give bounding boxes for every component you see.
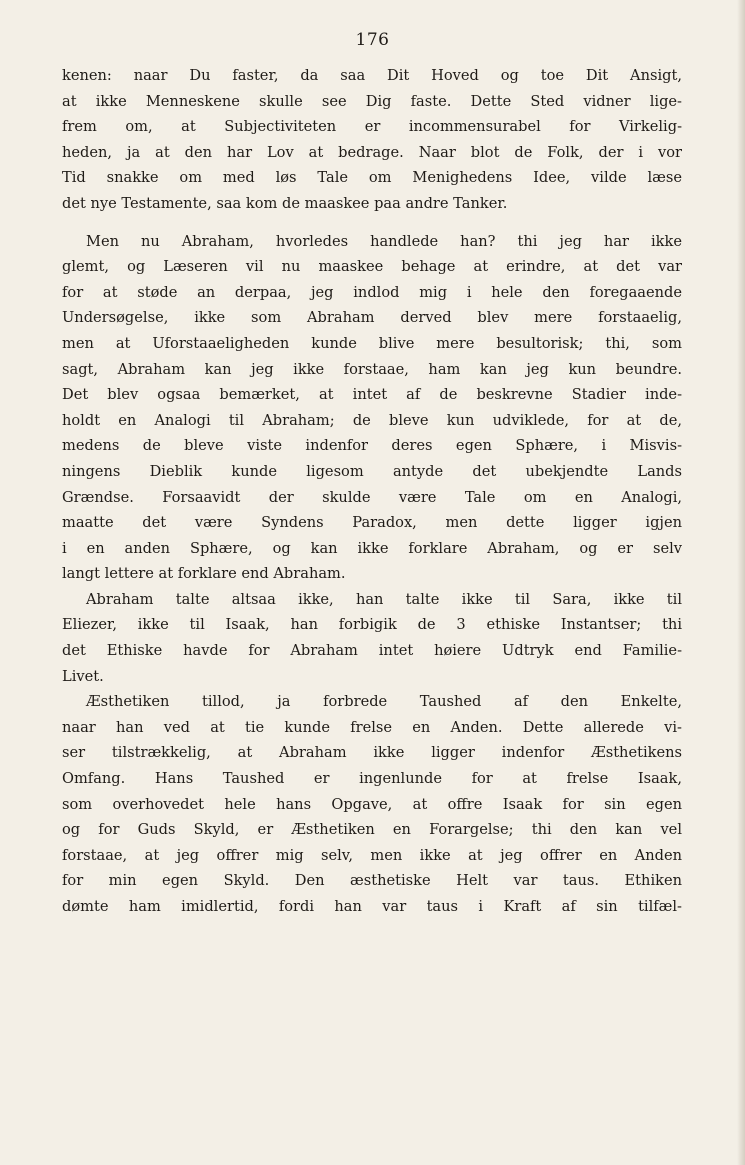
text-line: men at Uforstaaeligheden kunde blive mere besultorisk; thi, som [62, 334, 682, 352]
text-line: Grændse. Forsaavidt der skulde være Tale om en Analogi, [62, 488, 682, 506]
text-line: Omfang. Hans Taushed er ingenlunde for at frelse Isaak, [62, 770, 682, 788]
text-line: forstaae, at jeg offrer mig selv, men ikke at jeg offrer en Anden [62, 846, 682, 864]
text-line: i en anden Sphære, og kan ikke forklare Abraham, og er selv [62, 539, 682, 557]
paragraph [62, 63, 682, 217]
text-line: ser tilstrækkelig, at Abraham ikke ligger indenfor Æsthetikens [62, 744, 682, 762]
text-line: Æsthetiken tillod, ja forbrede Taushed af den Enkelte, [86, 693, 682, 711]
page-edge-shadow [737, 0, 745, 1165]
text-line: det Ethiske havde for Abraham intet høiere Udtryk end Familie- [62, 642, 682, 660]
text-line: holdt en Analogi til Abraham; de bleve kun udviklede, for at de, [62, 411, 682, 429]
text-line: dømte ham imidlertid, fordi han var taus i Kraft af sin tilfæl- [62, 898, 682, 915]
text-line: for at støde an derpaa, jeg indlod mig i hele den foregaaende [62, 283, 682, 301]
text-line: glemt, og Læseren vil nu maaskee behage at erindre, at det var [62, 258, 682, 276]
body-text [62, 63, 682, 920]
text-line: Livet. [62, 667, 104, 685]
text-line: Men nu Abraham, hvorledes handlede han? thi jeg har ikke [86, 232, 682, 250]
paragraph [62, 587, 682, 689]
text-line: kenen: naar Du faster, da saa Dit Hoved og toe Dit Ansigt, [62, 67, 682, 84]
text-line: at ikke Menneskene skulle see Dig faste. Dette Sted vidner lige- [62, 92, 682, 110]
text-line: som overhovedet hele hans Opgave, at offre Isaak for sin egen [62, 795, 682, 813]
text-line: Eliezer, ikke til Isaak, han forbigik de 3 ethiske Instantser; thi [62, 616, 682, 634]
text-line: det nye Testamente, saa kom de maaskee paa andre Tanker. [62, 194, 508, 212]
text-line: ningens Dieblik kunde ligesom antyde det ubekjendte Lands [62, 462, 682, 480]
text-line: naar han ved at tie kunde frelse en Anden. Dette allerede vi- [62, 718, 682, 736]
paragraph [62, 689, 682, 919]
text-line: sagt, Abraham kan jeg ikke forstaae, ham kan jeg kun beundre. [62, 360, 682, 378]
text-line: heden, ja at den har Lov at bedrage. Naar blot de Folk, der i vor [62, 143, 682, 161]
text-line: Abraham talte altsaa ikke, han talte ikke til Sara, ikke til [86, 590, 682, 608]
text-line: langt lettere at forklare end Abraham. [62, 565, 346, 583]
text-line: Det blev ogsaa bemærket, at intet af de beskrevne Stadier inde- [62, 386, 682, 404]
text-line: for min egen Skyld. Den æsthetiske Helt var taus. Ethiken [62, 872, 682, 890]
text-line: Undersøgelse, ikke som Abraham derved blev mere forstaaelig, [62, 309, 682, 327]
text-line: Tid snakke om med løs Tale om Menighedens Idee, vilde læse [62, 169, 682, 187]
text-line: og for Guds Skyld, er Æsthetiken en Forargelse; thi den kan vel [62, 821, 682, 839]
paragraph [62, 229, 682, 587]
text-line: medens de bleve viste indenfor deres egen Sphære, i Misvis- [62, 437, 682, 455]
page-number: 176 [355, 30, 390, 50]
text-line: frem om, at Subjectiviteten er incommensurabel for Virkelig- [62, 118, 682, 136]
text-line: maatte det være Syndens Paradox, men dette ligger igjen [62, 514, 682, 532]
